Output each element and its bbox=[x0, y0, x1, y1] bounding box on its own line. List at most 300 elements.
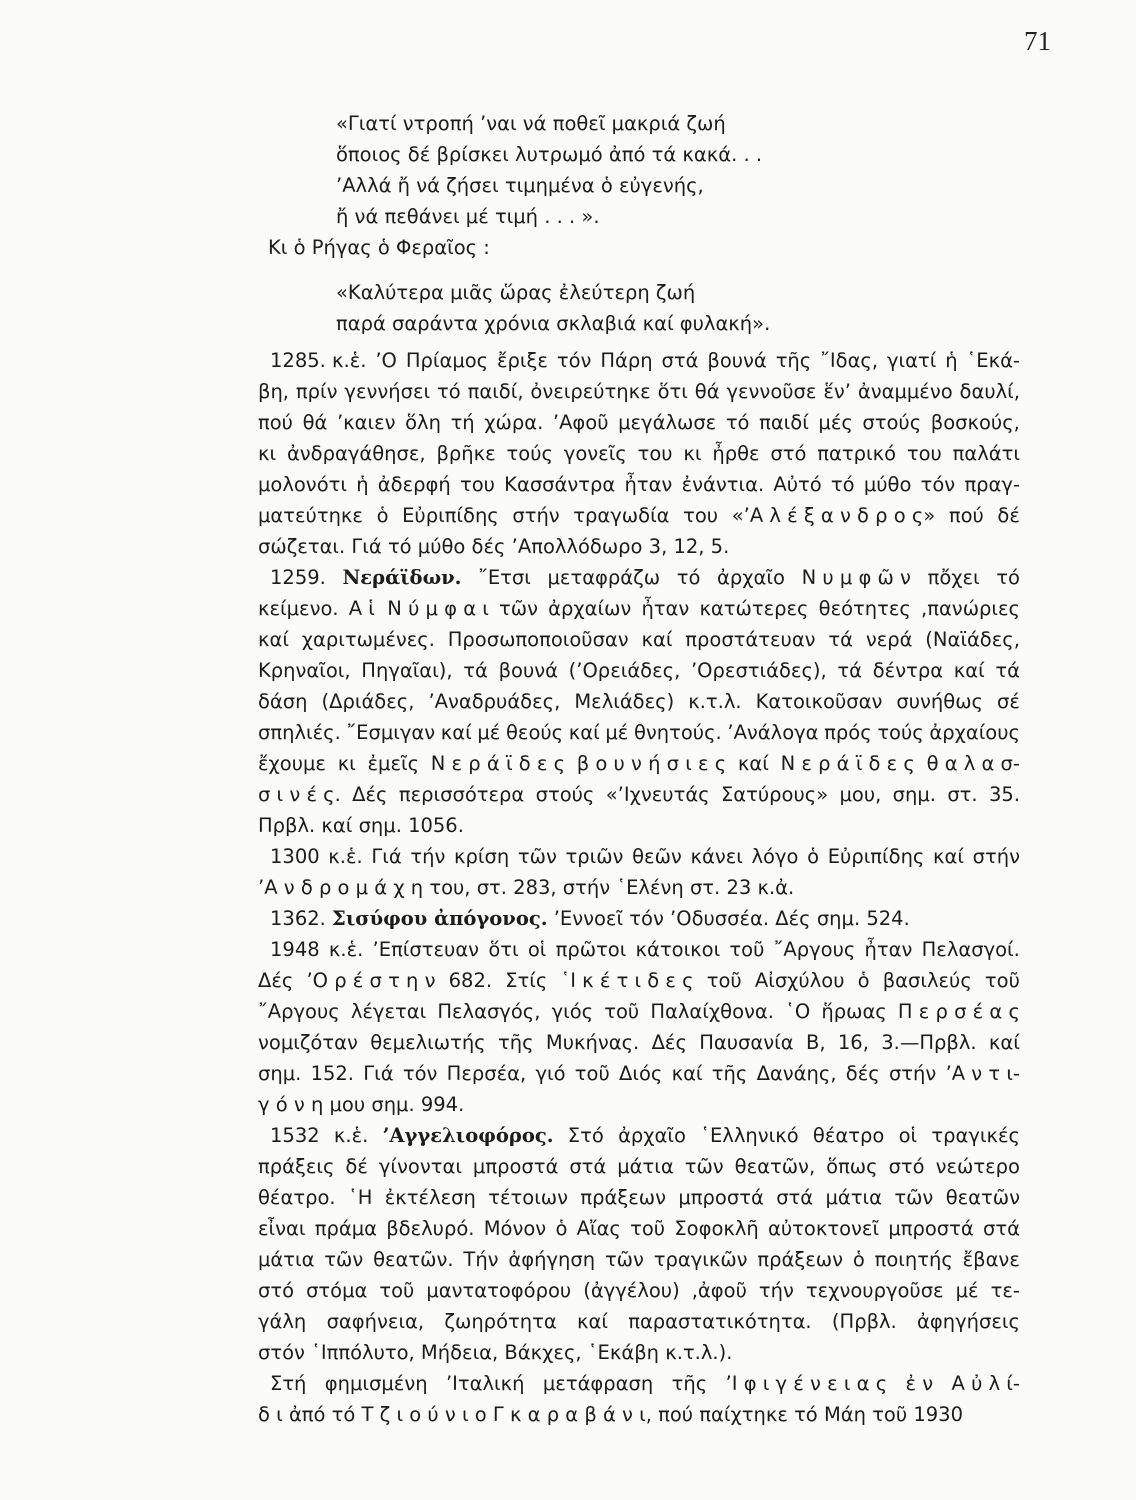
word: 1285. κ.ἑ. bbox=[270, 349, 367, 372]
note-line bbox=[258, 841, 1020, 872]
word: σαφήνεια, bbox=[326, 1310, 425, 1333]
word: μπροστά bbox=[678, 1186, 764, 1209]
word: περισσότερα bbox=[398, 783, 525, 806]
word: τοῦ bbox=[604, 1000, 640, 1023]
word: Ν υ μ φ ῶ ν bbox=[801, 566, 911, 589]
word: στά bbox=[982, 1217, 1020, 1240]
note-line bbox=[258, 1027, 1020, 1058]
word: καί bbox=[737, 752, 769, 775]
word: οἱ bbox=[898, 1124, 918, 1147]
word: τε- bbox=[990, 1279, 1020, 1302]
word: ῎Ιδας, bbox=[820, 349, 879, 372]
word: (’Ορειάδες, bbox=[568, 659, 681, 682]
word: τοῦ bbox=[379, 1279, 415, 1302]
word: ἀρχαίους bbox=[929, 721, 1020, 744]
word: ἀναμμένο bbox=[857, 380, 953, 403]
word: β ο υ ν ή σ ι ε ς bbox=[576, 752, 727, 775]
word: τῶν bbox=[499, 597, 538, 620]
word: κ.ἑ. bbox=[328, 845, 363, 868]
word: τριῶν bbox=[565, 845, 624, 868]
note-line bbox=[258, 376, 1020, 407]
word: πρός bbox=[824, 721, 872, 744]
word: γίνονται bbox=[378, 1155, 462, 1178]
word: τή bbox=[450, 411, 475, 434]
word: ἀφήγηση bbox=[508, 1248, 596, 1271]
word: μεγάλωσε bbox=[618, 411, 717, 434]
word: σώζεται. Γιά τό μύθο δές ’Απολλόδωρο 3, 12, 5. bbox=[258, 535, 730, 558]
word: ,πανώριες bbox=[921, 597, 1020, 620]
word: μάτια bbox=[258, 1248, 315, 1271]
intro-rigas: Κι ὁ Ρήγας ὁ Φεραῖος : bbox=[268, 236, 490, 259]
word: Τ ζ ι ο ύ ν ι ο bbox=[361, 1403, 493, 1426]
word: «’Α λ έ ξ α ν δ ρ ο ς» bbox=[731, 504, 936, 527]
word: Μάη bbox=[823, 1403, 873, 1426]
word: πράξεων bbox=[580, 1186, 667, 1209]
word: σημ. bbox=[892, 783, 936, 806]
word: Αἰσχύλου bbox=[754, 969, 845, 992]
poem-line: «Καλύτερα μιᾶς ὥρας ἐλεύτερη ζωή bbox=[336, 281, 696, 304]
note-line bbox=[258, 1275, 1020, 1306]
word: λόγο bbox=[751, 845, 799, 868]
poem-line: παρά σαράντα χρόνια σκλαβιά καί φυλακή». bbox=[336, 312, 771, 335]
word: ἔχουμε bbox=[258, 752, 326, 775]
word: μετάφραση bbox=[542, 1372, 654, 1395]
word: τό bbox=[794, 1403, 824, 1426]
note-line bbox=[258, 469, 1020, 500]
note-line bbox=[258, 593, 1020, 624]
note-paragraph bbox=[258, 1368, 1020, 1430]
word: αὐτοκτονεῖ bbox=[768, 1217, 880, 1240]
word: ’Ορεστιάδες), bbox=[690, 659, 827, 682]
word: στόν ῾Ιππόλυτο, Μήδεια, Βάκχες, ῾Εκάβη κ.τ.λ.). bbox=[258, 1341, 733, 1364]
word: νεώτερο bbox=[935, 1155, 1020, 1178]
word: του bbox=[683, 504, 719, 527]
word: Πελασγοί. bbox=[921, 938, 1020, 961]
word: Σατύρους» bbox=[720, 783, 829, 806]
word: εἶναι bbox=[258, 1217, 306, 1240]
word: Αἴας bbox=[576, 1217, 621, 1240]
word: ὀνειρεύτηκε bbox=[530, 380, 651, 403]
word: ’Ο bbox=[375, 349, 397, 372]
word: κ.ἑ. bbox=[328, 938, 364, 961]
note-line bbox=[258, 748, 1020, 779]
word: ἐνάντια. bbox=[681, 473, 765, 496]
word: τῆς bbox=[671, 1372, 708, 1395]
word: μάτια bbox=[825, 1186, 882, 1209]
word: κείμενο. bbox=[258, 597, 339, 620]
word: πού bbox=[948, 504, 984, 527]
word: τό bbox=[830, 473, 855, 496]
word: ἦταν bbox=[641, 597, 690, 620]
word: Πελασγός, bbox=[437, 1000, 541, 1023]
word: του bbox=[637, 442, 673, 465]
word: καί bbox=[953, 659, 985, 682]
word: ,ἀφοῦ bbox=[691, 1279, 747, 1302]
note-line bbox=[258, 779, 1020, 810]
word: πὄχει bbox=[927, 566, 980, 589]
note-line bbox=[258, 1399, 1020, 1430]
page-number: 71 bbox=[1024, 26, 1051, 56]
note-line bbox=[258, 1058, 1020, 1089]
word: (Πρβλ. bbox=[831, 1310, 897, 1333]
word: θνητούς. bbox=[633, 721, 722, 744]
word: βουνά bbox=[498, 659, 558, 682]
word: ῾Η bbox=[347, 1186, 373, 1209]
note-paragraph bbox=[258, 1120, 1020, 1368]
word: ὅλη bbox=[405, 411, 441, 434]
note-paragraph bbox=[258, 345, 1020, 562]
poem-euripides bbox=[258, 108, 1020, 232]
word: Στίς bbox=[505, 969, 548, 992]
word: ὅτι bbox=[657, 380, 688, 403]
word: 1300 bbox=[270, 845, 320, 868]
word: ὅπως bbox=[826, 1155, 878, 1178]
word: 152. bbox=[310, 1062, 354, 1085]
poem-line: «Γιατί ντροπή ’ναι νά ποθεῖ μακριά ζωή bbox=[336, 112, 726, 135]
note-line bbox=[258, 655, 1020, 686]
note-paragraph bbox=[258, 903, 1020, 934]
word: 1948 bbox=[270, 938, 320, 961]
word: (ἀγγέλου) bbox=[583, 1279, 680, 1302]
word: σημ. bbox=[258, 1062, 302, 1085]
word: ’Ανάλογα bbox=[727, 721, 819, 744]
word: μέ bbox=[605, 721, 629, 744]
word: θ α λ α σ- bbox=[926, 752, 1020, 775]
word: θεατῶν, bbox=[734, 1155, 816, 1178]
word: θέατρο bbox=[812, 1124, 885, 1147]
word: ἀρχαῖο bbox=[618, 1124, 686, 1147]
word: Γιά bbox=[363, 1062, 394, 1085]
word: τό bbox=[331, 1403, 362, 1426]
word: στ. bbox=[947, 783, 978, 806]
word: καί bbox=[568, 721, 600, 744]
word: παλάτι bbox=[952, 442, 1020, 465]
word: Στή bbox=[270, 1372, 307, 1395]
word: (Ναϊάδες, bbox=[925, 628, 1020, 651]
word: χώρα. bbox=[484, 411, 544, 434]
word: κ.τ.λ. bbox=[688, 690, 742, 713]
note-line bbox=[258, 438, 1020, 469]
word: τοῦ bbox=[729, 938, 765, 961]
word: τά bbox=[828, 628, 853, 651]
word: ’Α ν δ ρ ο μ ά χ η του, στ. 283, στήν ῾Ελένη στ. 23 κ.ἀ. bbox=[258, 876, 795, 899]
word: μολονότι bbox=[258, 473, 347, 496]
word: μπροστά bbox=[472, 1155, 559, 1178]
word: «’Ιχνευτάς bbox=[605, 783, 710, 806]
note-line bbox=[258, 717, 1020, 748]
word: Στό bbox=[567, 1124, 604, 1147]
word: στό bbox=[770, 442, 807, 465]
word: τήν bbox=[758, 1279, 794, 1302]
word: θεατῶν. bbox=[373, 1248, 454, 1271]
word: του bbox=[906, 442, 942, 465]
word: νερά bbox=[865, 628, 913, 651]
word: δ ι bbox=[258, 1403, 289, 1426]
word: 1259. bbox=[270, 566, 326, 589]
word: στόμα bbox=[306, 1279, 368, 1302]
word: θά bbox=[694, 380, 720, 403]
word: σέ bbox=[997, 690, 1020, 713]
commentary-text bbox=[258, 108, 1020, 1430]
note-line bbox=[258, 624, 1020, 655]
word: ’Αφοῦ bbox=[552, 411, 609, 434]
word: οἱ bbox=[527, 938, 547, 961]
note-line bbox=[258, 1120, 1020, 1151]
word: ἀδερφή bbox=[377, 473, 451, 496]
word: ’καιεν bbox=[336, 411, 396, 434]
word: ’Αναδρυάδες, bbox=[428, 690, 561, 713]
word: Δές bbox=[352, 783, 388, 806]
word: Γ κ α ρ α β ά ν ι, bbox=[492, 1403, 659, 1426]
word: ῾Ο bbox=[785, 1000, 811, 1023]
word: βασιλεύς bbox=[882, 969, 972, 992]
word: ματεύτηκε bbox=[258, 504, 363, 527]
word: καί bbox=[933, 845, 964, 868]
word: ἐκτέλεση bbox=[384, 1186, 476, 1209]
word: ὁ bbox=[376, 504, 389, 527]
word: κρίση bbox=[454, 845, 510, 868]
note-line bbox=[258, 500, 1020, 531]
word: θεατῶν bbox=[945, 1186, 1020, 1209]
word: θέατρο. bbox=[258, 1186, 336, 1209]
word: βουνά bbox=[707, 349, 767, 372]
word: γάλη bbox=[258, 1310, 307, 1333]
word: τοῦ bbox=[574, 1062, 610, 1085]
word: Πηγαῖαι), bbox=[361, 659, 453, 682]
word: ἔβανε bbox=[962, 1248, 1020, 1271]
word: πράξεις bbox=[258, 1155, 335, 1178]
word: ἦρθε bbox=[712, 442, 760, 465]
note-line bbox=[258, 810, 1020, 841]
word: ἀνδραγάθησε, bbox=[286, 442, 426, 465]
word: στά bbox=[569, 1155, 607, 1178]
word: θεούς bbox=[505, 721, 564, 744]
word: Τήν bbox=[463, 1248, 499, 1271]
term: Σισύφου ἀπόγονος. bbox=[332, 907, 548, 930]
word: δέ bbox=[997, 504, 1020, 527]
word: ῎Εσμιγαν bbox=[346, 721, 436, 744]
word: παραστατικότητα. bbox=[628, 1310, 812, 1333]
note-line bbox=[258, 1244, 1020, 1275]
word: τήν bbox=[410, 845, 446, 868]
word: φημισμένη bbox=[324, 1372, 428, 1395]
word: καί bbox=[576, 1310, 608, 1333]
word: νομιζόταν bbox=[258, 1031, 358, 1054]
word: γιός bbox=[551, 1000, 594, 1023]
word: πού bbox=[258, 411, 293, 434]
word: μέ bbox=[477, 721, 501, 744]
note-line bbox=[258, 407, 1020, 438]
word: Νεράϊδων. bbox=[342, 566, 462, 589]
word: πού bbox=[658, 1403, 700, 1426]
word: τραγωδία bbox=[573, 504, 670, 527]
word: μέ bbox=[955, 1279, 979, 1302]
word: Διός bbox=[619, 1062, 663, 1085]
note-line bbox=[258, 531, 1020, 562]
word: χαριτωμένες. bbox=[301, 628, 435, 651]
word: καί bbox=[988, 1031, 1020, 1054]
word: ’Ι φ ι γ έ ν ε ι α ς bbox=[725, 1372, 888, 1395]
word: πράμα bbox=[314, 1217, 377, 1240]
word: μου, bbox=[839, 783, 882, 806]
note-line bbox=[258, 1089, 1020, 1120]
word: κάνει bbox=[690, 845, 743, 868]
word: στούς bbox=[535, 783, 595, 806]
note-line bbox=[258, 1368, 1020, 1399]
word: ῾Ι κ έ τ ι δ ε ς bbox=[560, 969, 694, 992]
word: καί bbox=[258, 628, 289, 651]
word: 3.—Πρβλ. bbox=[881, 1031, 977, 1054]
word: κι bbox=[258, 442, 277, 465]
word: Π ε ρ σ έ α ς bbox=[897, 1000, 1020, 1023]
note-line bbox=[258, 562, 1020, 593]
word: τό bbox=[996, 566, 1020, 589]
word: τραγικῶν bbox=[653, 1248, 748, 1271]
word: 682. bbox=[448, 969, 493, 992]
word: ἡ bbox=[356, 473, 369, 496]
word: ἀρχαῖο bbox=[717, 566, 785, 589]
poem-line: ὅποιος δέ βρίσκει λυτρωμό ἀπό τά κακά. . . bbox=[336, 143, 763, 166]
word: κ.ἑ. bbox=[333, 1124, 369, 1147]
word: βρῆκε bbox=[436, 442, 496, 465]
word: τόν bbox=[920, 473, 956, 496]
word: Σοφοκλῆ bbox=[674, 1217, 759, 1240]
word: Δανάης, bbox=[756, 1062, 837, 1085]
notes-section bbox=[258, 345, 1020, 1430]
word: τό bbox=[676, 566, 701, 589]
word: τῶν bbox=[684, 1155, 724, 1178]
word: τῶν bbox=[894, 1186, 934, 1209]
word: Περσέα, bbox=[446, 1062, 527, 1085]
word: Εὐριπίδης bbox=[827, 845, 925, 868]
word: στά bbox=[776, 1186, 814, 1209]
word: ’Α ν τ ι- bbox=[945, 1062, 1020, 1085]
word: γιό bbox=[535, 1062, 566, 1085]
word: Κρηναῖοι, bbox=[258, 659, 351, 682]
note-line bbox=[258, 934, 1020, 965]
note-line bbox=[258, 903, 1020, 934]
word: ζωηρότητα bbox=[444, 1310, 557, 1333]
word: τραγικές bbox=[931, 1124, 1020, 1147]
word: ὁ bbox=[807, 845, 820, 868]
word: Εὐριπίδης bbox=[402, 504, 499, 527]
word: δέ bbox=[345, 1155, 368, 1178]
word: βδελυρό. bbox=[386, 1217, 475, 1240]
word: ἀπό bbox=[288, 1403, 332, 1426]
word: λέγεται bbox=[350, 1000, 427, 1023]
word: ἦταν bbox=[624, 473, 673, 496]
word: ὁ bbox=[857, 969, 870, 992]
poem-rigas bbox=[258, 277, 1020, 339]
note-line bbox=[258, 1182, 1020, 1213]
note-line bbox=[258, 345, 1020, 376]
poem-line: ’Αλλά ἤ νά ζήσει τιμημένα ὁ εὐγενής, bbox=[336, 174, 704, 197]
word: Παλαίχθονα. bbox=[650, 1000, 774, 1023]
note-line bbox=[258, 1213, 1020, 1244]
note-line bbox=[258, 1151, 1020, 1182]
word: Κατοικοῦσαν bbox=[755, 690, 883, 713]
poem-line: ἤ νά πεθάνει μέ τιμή . . . ». bbox=[336, 205, 600, 228]
word: παιδί bbox=[759, 411, 809, 434]
word: στήν bbox=[972, 845, 1020, 868]
word: μεταφράζω bbox=[547, 566, 661, 589]
word: μαντατοφόρου bbox=[426, 1279, 572, 1302]
word: τέτοιων bbox=[488, 1186, 569, 1209]
word: 1930 bbox=[913, 1403, 963, 1426]
word: σ ι ν έ ς. bbox=[258, 783, 341, 806]
word: ἐ ν bbox=[905, 1372, 934, 1395]
word: θεμελιωτής bbox=[370, 1031, 486, 1054]
word: μάτια bbox=[617, 1155, 674, 1178]
word: δαυλί, bbox=[959, 380, 1020, 403]
word: τό bbox=[725, 411, 750, 434]
word: μπροστά bbox=[888, 1217, 974, 1240]
word: Μόνον bbox=[483, 1217, 547, 1240]
word: ’Αγγελιοφόρος. bbox=[382, 1124, 554, 1147]
word: ’Ιταλική bbox=[445, 1372, 525, 1395]
word: στήν bbox=[512, 504, 560, 527]
word: ἦταν bbox=[864, 938, 913, 961]
word: ποιητής bbox=[874, 1248, 953, 1271]
word: 16, bbox=[837, 1031, 869, 1054]
word: Κασσάντρα bbox=[504, 473, 616, 496]
note-paragraph bbox=[258, 934, 1020, 1120]
word: τῆς bbox=[775, 349, 812, 372]
word: γεννήσει bbox=[344, 380, 431, 403]
word: γιατί bbox=[886, 349, 937, 372]
word: τά bbox=[995, 659, 1020, 682]
word: καί bbox=[641, 628, 673, 651]
word: ἀφηγήσεις bbox=[917, 1310, 1020, 1333]
word: τοῦ bbox=[630, 1217, 666, 1240]
word: δές bbox=[845, 1062, 880, 1085]
word: κι bbox=[337, 752, 356, 775]
word: γονεῖς bbox=[563, 442, 627, 465]
word: Πρίαμος bbox=[405, 349, 489, 372]
word: κάτοικοι bbox=[635, 938, 721, 961]
word: ῎Αργους bbox=[258, 1000, 340, 1023]
word: μές bbox=[818, 411, 853, 434]
word: κατώτερες bbox=[699, 597, 809, 620]
word: Μελιάδες) bbox=[574, 690, 675, 713]
word: του bbox=[459, 473, 495, 496]
word: Δές bbox=[258, 969, 294, 992]
word: τῶν bbox=[517, 845, 557, 868]
word: στά bbox=[661, 349, 699, 372]
word: τῆς bbox=[497, 1031, 534, 1054]
word: ῾Εκά- bbox=[966, 349, 1020, 372]
word: ’Επίστευαν bbox=[372, 938, 480, 961]
word: τῶν bbox=[324, 1248, 364, 1271]
word: προστάτευαν bbox=[685, 628, 816, 651]
word: δάση bbox=[258, 690, 308, 713]
note-paragraph bbox=[258, 841, 1020, 903]
word: Γιά bbox=[371, 845, 402, 868]
word: Αὐτό bbox=[773, 473, 822, 496]
word: ἐμεῖς bbox=[367, 752, 420, 775]
word: στό bbox=[258, 1279, 295, 1302]
word: στήν bbox=[888, 1062, 937, 1085]
word: τούς bbox=[506, 442, 553, 465]
word: καί bbox=[440, 721, 472, 744]
word: ῎Αργους bbox=[773, 938, 856, 961]
word: βοσκούς, bbox=[930, 411, 1020, 434]
word: ’Ο ρ έ σ τ η ν bbox=[306, 969, 436, 992]
word: τοῦ bbox=[706, 969, 742, 992]
word: τῆς bbox=[711, 1062, 748, 1085]
note-line bbox=[258, 996, 1020, 1027]
word: πράξεων bbox=[757, 1248, 843, 1271]
